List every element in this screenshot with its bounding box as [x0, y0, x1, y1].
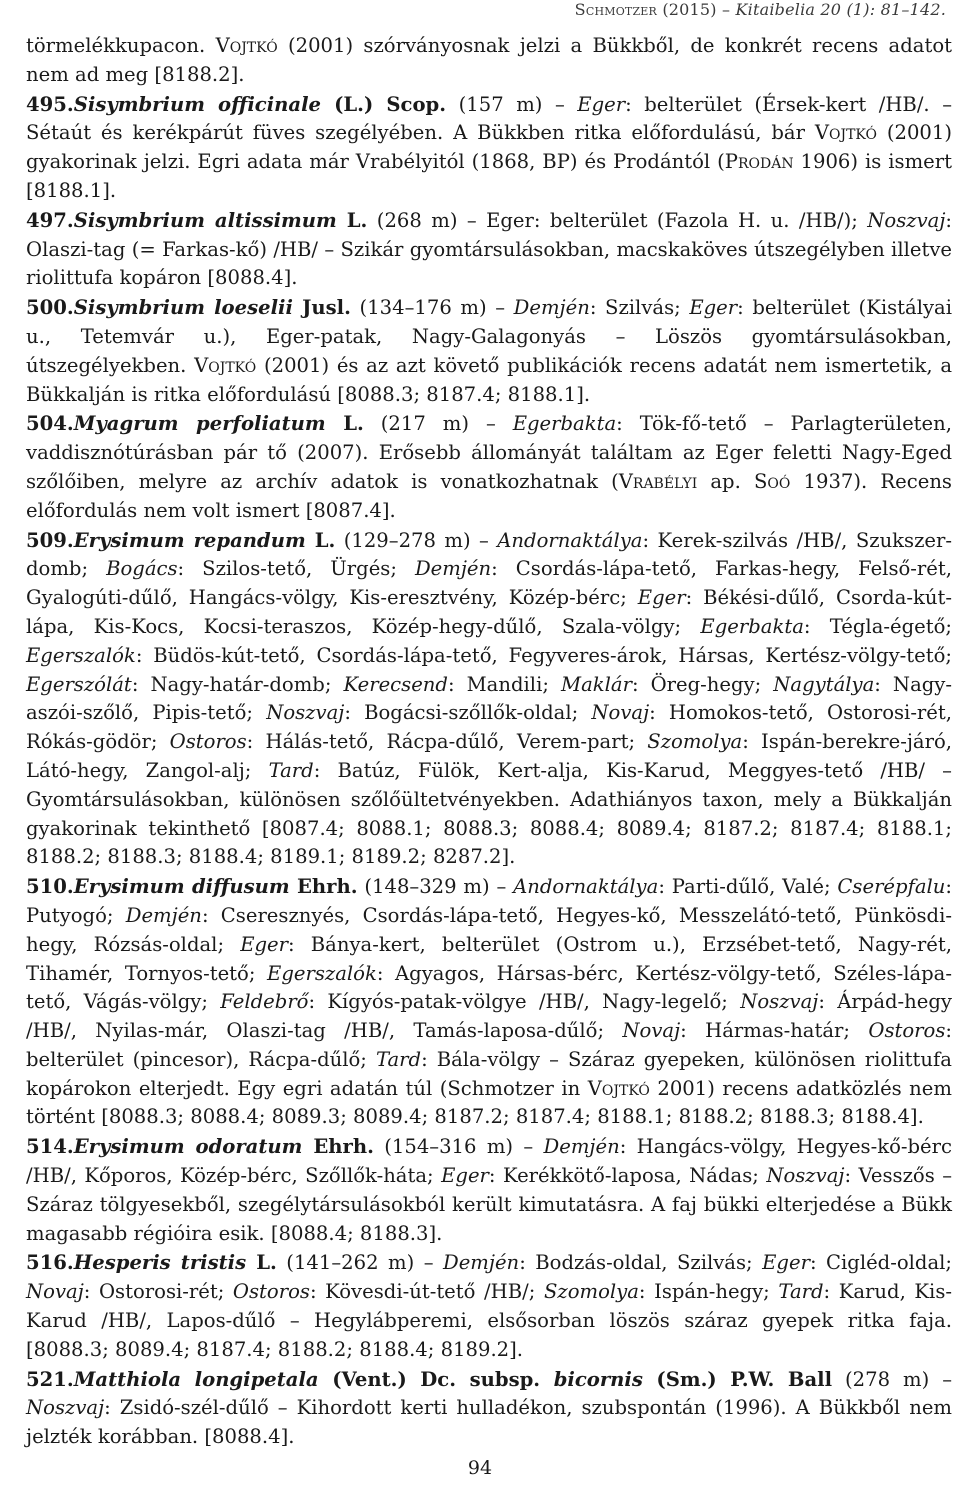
- header-journal: Kitaibelia 20 (1): 81–142.: [735, 0, 946, 19]
- header-year: (2015): [662, 0, 717, 19]
- page-body: [26, 32, 952, 1452]
- species-name: Sisymbrium loeselii: [73, 296, 293, 320]
- species-entry-495: 495.Sisymbrium officinale (L.) Scop. (157 m) – Eger: belterület (Érsek-kert /HB/. – Sétaút és kerékpárút füves szegélyében. A Bükkben ritka előfordulású, bár Vojtkó (2001) gyakorinak jelzi. Egri adata már Vrabélyitól (1868, BP) és Prodántól (Prodán 1906) is ismert [8188.1].: [26, 92, 952, 202]
- entry-number: 521.: [26, 1367, 74, 1391]
- species-entry-516: 516.Hesperis tristis L. (141–262 m) – Demjén: Bodzás-oldal, Szilvás; Eger: Cigléd-oldal; Novaj: Ostorosi-rét; Ostoros: Kövesdi-út-tető /HB/; Szomolya: Ispán-hegy; Tard: Karud, Kis-Karud /HB/, Lapos-dűlő – Hegylábperemi, elsősorban löszös száraz gyepek ritka faja. [8088.3; 8089.4; 8187.4; 8188.2; 8188.4; 8189.2].: [26, 1251, 952, 1361]
- paragraph-continuation: törmelékkupacon. Vojtkó (2001) szórványosnak jelzi a Bükkből, de konkrét recens adatot nem ad meg [8188.2].: [26, 34, 952, 86]
- species-name: Erysimum repandum: [73, 528, 306, 552]
- entry-number: 504.: [26, 412, 74, 436]
- species-name: Erysimum odoratum: [73, 1135, 303, 1159]
- species-name: Matthiola longipetala: [73, 1367, 319, 1391]
- entry-number: 509.: [26, 528, 74, 552]
- species-entry-500: 500.Sisymbrium loeselii Jusl. (134–176 m) – Demjén: Szilvás; Eger: belterület (Kistályai u., Tetemvár u.), Eger-patak, Nagy-Galagonyás – Löszös gyomtársulásokban, útszegélyekben. Vojtkó (2001) és az azt követő publikációk recens adatát nem ismertetik, a Bükkalján is ritka előfordulású [8088.3; 8187.4; 8188.1].: [26, 296, 953, 406]
- entry-number: 495.: [26, 92, 74, 116]
- species-entry-521: 521.Matthiola longipetala (Vent.) Dc. subsp. bicornis (Sm.) P.W. Ball (278 m) – Noszvaj: Zsidó-szél-dűlő – Kihordott kerti hulladékon, szubspontán (1996). A Bükkből nem jelzték korábban. [8088.4].: [26, 1367, 952, 1449]
- species-entry-509: 509.Erysimum repandum L. (129–278 m) – Andornaktálya: Kerek-szilvás /HB/, Szukszer-domb; Bogács: Szilos-tető, Ürgés; Demjén: Csordás-lápa-tető, Farkas-hegy, Felső-rét, Gyalogúti-dűlő, Hangács-völgy, Kis-eresztvény, Közép-bérc; Eger: Békési-dűlő, Csorda-kút-lápa, Kis-Kocs, Kocsi-teraszos, Közép-hegy-dűlő, Szala-völgy; Egerbakta: Tégla-égető; Egerszalók: Büdös-kút-tető, Csordás-lápa-tető, Fegyveres-árok, Hársas, Kertész-völgy-tető; Egerszólát: Nagy-határ-domb; Kerecsend: Mandili; Maklár: Öreg-hegy; Nagytálya: Nagy-aszói-szőlő, Pipis-tető; Noszvaj: Bogácsi-szőllők-oldal; Novaj: Homokos-tető, Ostorosi-rét, Rókás-gödör; Ostoros: Hálás-tető, Rácpa-dűlő, Verem-part; Szomolya: Ispán-berekre-járó, Látó-hegy, Zangol-alj; Tard: Batúz, Fülök, Kert-alja, Kis-Karud, Meggyes-tető /HB/ – Gyomtársulásokban, különösen szőlőültetvényekben. Adathiányos taxon, mely a Bükkalján gyakorinak tekinthető [8087.4; 8088.1; 8088.3; 8088.4; 8089.4; 8187.2; 8187.4; 8188.1; 8188.2; 8188.3; 8188.4; 8189.1; 8189.2; 8287.2].: [26, 528, 953, 869]
- entry-number: 497.: [26, 208, 74, 232]
- species-entry-514: 514.Erysimum odoratum Ehrh. (154–316 m) – Demjén: Hangács-völgy, Hegyes-kő-bérc /HB/, Kőporos, Közép-bérc, Szőllők-háta; Eger: Kerékkötő-laposa, Nádas; Noszvaj: Vesszős – Száraz tölgyesekből, szegélytársulásokból került kimutatásra. A faj bükki elterjedése a Bükk magasabb régióira esik. [8088.4; 8188.3].: [26, 1135, 952, 1245]
- species-entry-504: 504.Myagrum perfoliatum L. (217 m) – Egerbakta: Tök-fő-tető – Parlagterületen, vaddisznótúrásban pár tő (2007). Erősebb állományát találtam az Eger feletti Nagy-Eged szőlőiben, melyre az archív adatok is vonatkozhatnak (Vrabélyi ap. Soó 1937). Recens előfordulás nem volt ismert [8087.4].: [26, 412, 952, 522]
- entry-number: 500.: [26, 296, 74, 320]
- species-name: Sisymbrium altissimum: [73, 208, 337, 232]
- species-name: Erysimum diffusum: [73, 875, 290, 899]
- species-name: Sisymbrium officinale: [73, 92, 321, 116]
- header-author: Schmotzer: [574, 0, 658, 19]
- entry-number: 516.: [26, 1251, 74, 1275]
- page-number: 94: [467, 1457, 493, 1479]
- species-name: Hesperis tristis: [73, 1251, 247, 1275]
- species-name: Myagrum perfoliatum: [73, 412, 326, 436]
- running-header: Schmotzer (2015) – Kitaibelia 20 (1): 81–142.: [574, 0, 946, 19]
- entry-number: 514.: [26, 1135, 74, 1159]
- entry-number: 510.: [26, 875, 74, 899]
- species-entry-510: 510.Erysimum diffusum Ehrh. (148–329 m) – Andornaktálya: Parti-dűlő, Valé; Cserépfalu: Putyogó; Demjén: Cseresznyés, Csordás-lápa-tető, Hegyes-kő, Messzelátó-tető, Pünkösdi-hegy, Rózsás-oldal; Eger: Bánya-kert, belterület (Ostrom u.), Erzsébet-tető, Nagy-rét, Tihamér, Tornyos-tető; Egerszalók: Agyagos, Hársas-bérc, Kertész-völgy-tető, Széles-lápa-tető, Vágás-völgy; Feldebrő: Kígyós-patak-völgye /HB/, Nagy-legelő; Noszvaj: Árpád-hegy /HB/, Nyilas-már, Olaszi-tag /HB/, Tamás-laposa-dűlő; Novaj: Hármas-határ; Ostoros: belterület (pincesor), Rácpa-dűlő; Tard: Bála-völgy – Száraz gyepeken, különösen riolittufa kopárokon elterjedt. Egy egri adatán túl (Schmotzer in Vojtkó 2001) recens adatközlés nem történt [8088.3; 8088.4; 8089.3; 8089.4; 8187.2; 8187.4; 8188.1; 8188.2; 8188.3; 8188.4].: [26, 875, 952, 1129]
- species-entry-497: 497.Sisymbrium altissimum L. (268 m) – Eger: belterület (Fazola H. u. /HB/); Noszvaj: Olaszi-tag (= Farkas-kő) /HB/ – Szikár gyomtársulásokban, macskaköves útszegélyben illetve riolittufa kopáron [8088.4].: [26, 208, 953, 290]
